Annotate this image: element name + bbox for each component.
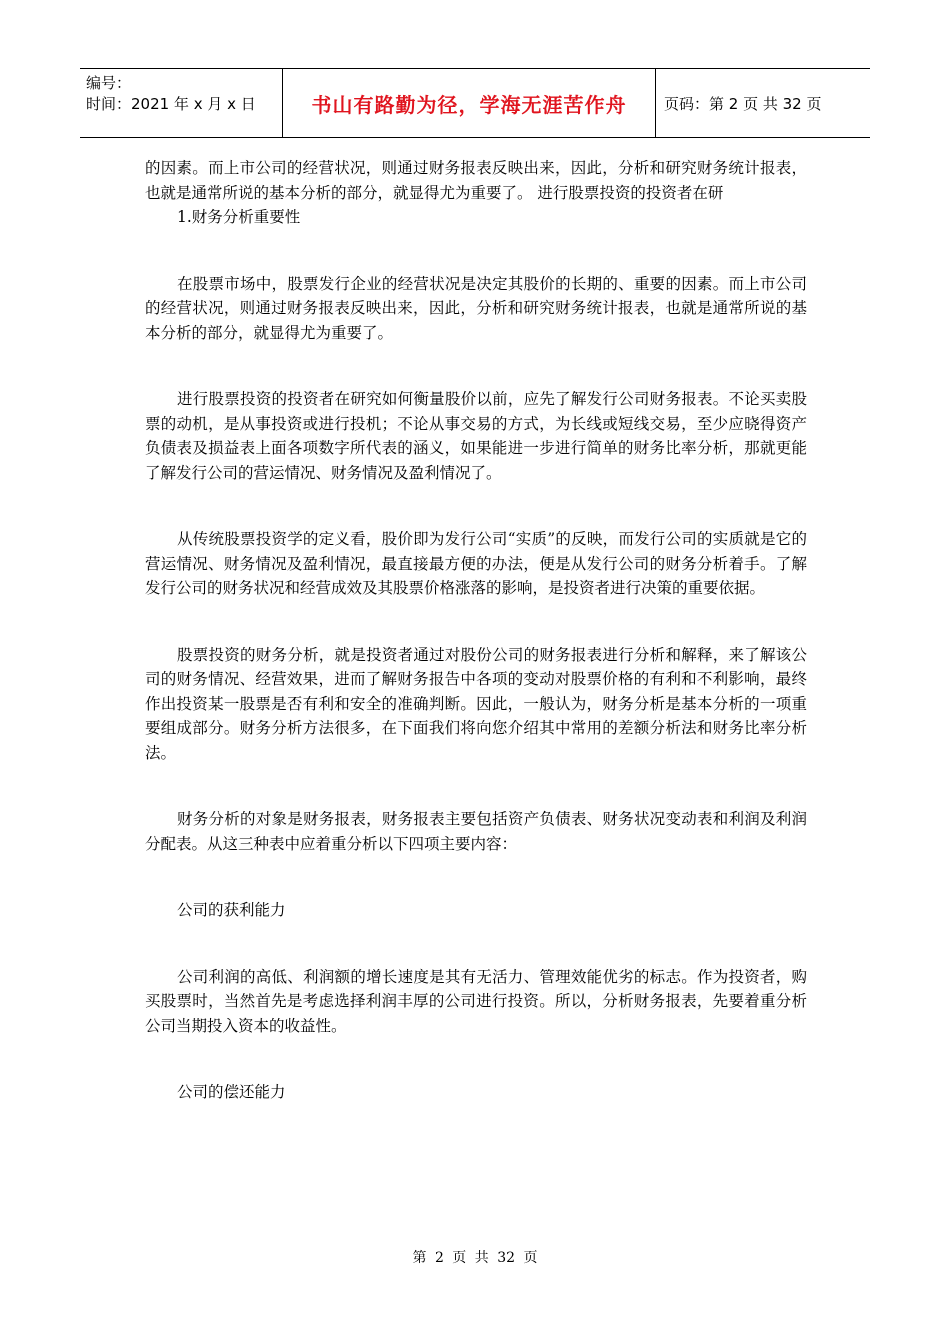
page-info-text: 页码：第 2 页 共 32 页: [664, 94, 822, 113]
paragraph: 进行股票投资的投资者在研究如何衡量股价以前，应先了解发行公司财务报表。不论买卖股票的动机，是从事投资或进行投机；不论从事交易的方式，为长线或短线交易，至少应晓得资产负债表及损益表上面各项数字所代表的涵义，如果能进一步进行简单的财务比率分析，那就更能了解发行公司的营运情况、财务情况及盈利情况了。: [145, 390, 807, 482]
paragraph: 在股票市场中，股票发行企业的经营状况是决定其股价的长期的、重要的因素。而上市公司的经营状况，则通过财务报表反映出来，因此，分析和研究财务统计报表，也就是通常所说的基本分析的部分，就显得尤为重要了。: [145, 274, 807, 342]
motto-text: 书山有路勤为径，学海无涯苦作舟: [311, 92, 627, 117]
section-heading-profitability: 公司的获利能力: [177, 901, 286, 919]
section-heading-solvency: 公司的偿还能力: [177, 1083, 286, 1101]
serial-number-label: 编号：: [86, 74, 132, 92]
document-body: [145, 156, 807, 1105]
footer-page-number: 第 2 页 共 32 页: [412, 1250, 538, 1266]
paragraph-continuation: 的因素。而上市公司的经营状况，则通过财务报表反映出来，因此，分析和研究财务统计报表，也就是通常所说的基本分析的部分，就显得尤为重要了。 进行股票投资的投资者在研: [145, 159, 807, 202]
paragraph: 从传统股票投资学的定义看，股价即为发行公司“实质”的反映，而发行公司的实质就是它的营运情况、财务情况及盈利情况，最直接最方便的办法，便是从发行公司的财务分析着手。了解发行公司的财务状况和经营成效及其股票价格涨落的影响，是投资者进行决策的重要依据。: [145, 530, 807, 597]
header-motto-cell: [282, 69, 656, 137]
paragraph: 股票投资的财务分析，就是投资者通过对股份公司的财务报表进行分析和解释，来了解该公司的财务情况、经营效果，进而了解财务报告中各项的变动对股票价格的有利和不利影响，最终作出投资某一股票是否有利和安全的准确判断。因此，一般认为，财务分析是基本分析的一项重要组成部分。财务分析方法很多，在下面我们将向您介绍其中常用的差额分析法和财务比率分析法。: [145, 645, 807, 762]
paragraph: 财务分析的对象是财务报表，财务报表主要包括资产负债表、财务状况变动表和利润及利润分配表。从这三种表中应着重分析以下四项主要内容：: [145, 810, 807, 853]
header-meta: [80, 69, 282, 137]
page-footer: [0, 1247, 950, 1267]
section-heading-importance: 1.财务分析重要性: [177, 208, 301, 226]
paragraph: 公司利润的高低、利润额的增长速度是其有无活力、管理效能优劣的标志。作为投资者，购买股票时，当然首先是考虑选择利润丰厚的公司进行投资。所以，分析财务报表，先要着重分析公司当期投入资本的收益性。: [145, 967, 807, 1035]
page-header: [80, 68, 870, 138]
header-page-info: [656, 69, 870, 137]
date-label: 时间：2021 年 x 月 x 日: [86, 95, 256, 113]
